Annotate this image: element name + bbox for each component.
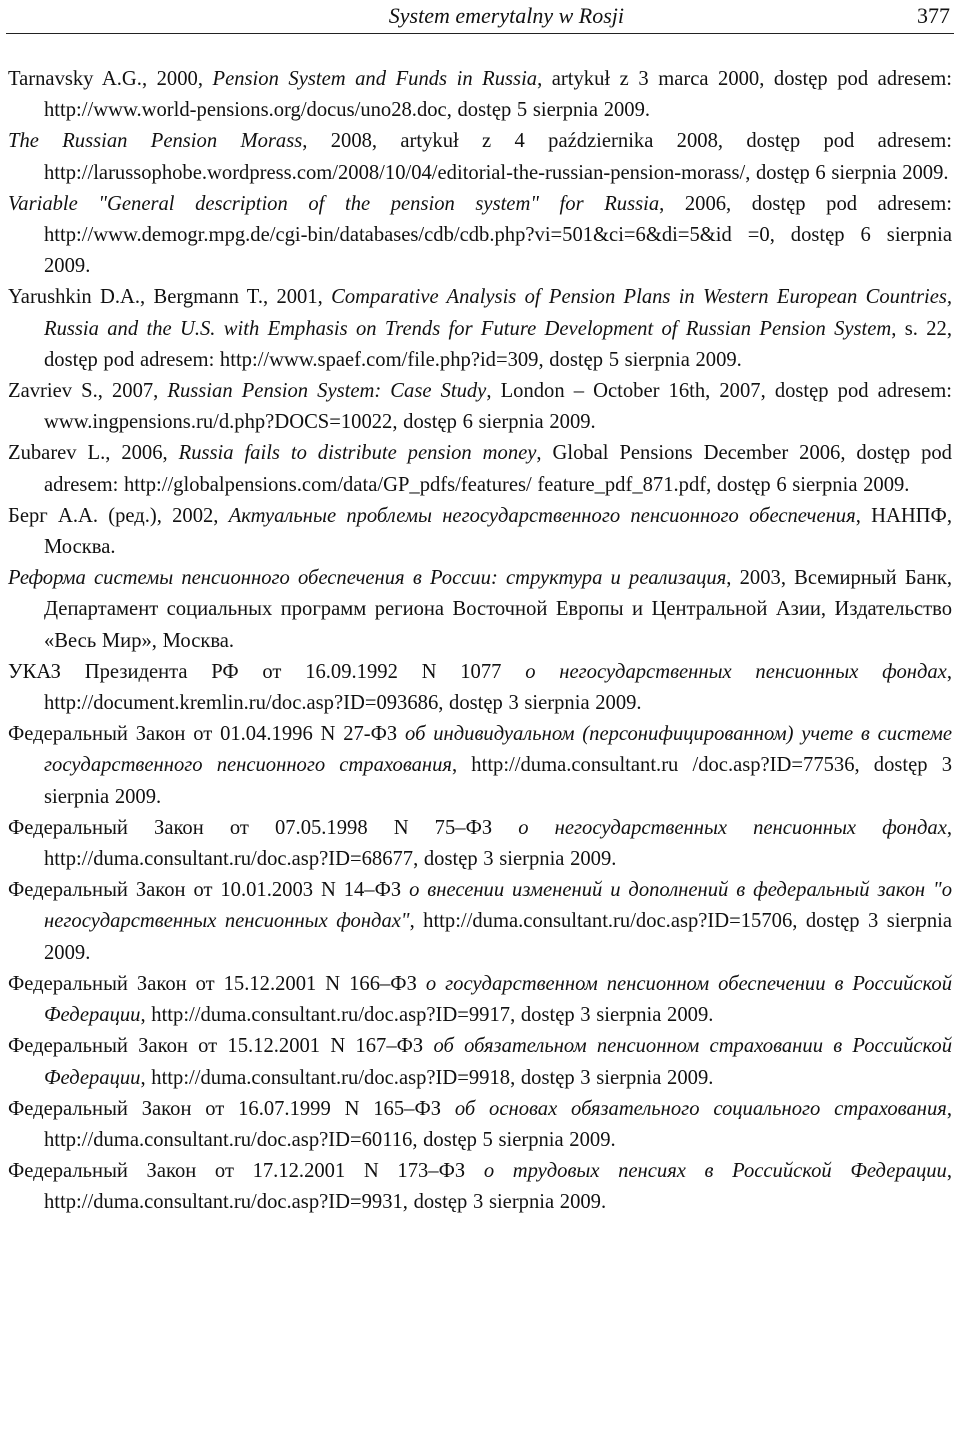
reference-details: , http://duma.consultant.ru /doc.asp?ID=77536, dostęp 3 sierpnia 2009.: [44, 754, 952, 808]
reference-year: [492, 817, 518, 839]
page-number: 377: [917, 3, 950, 28]
reference-author: Федеральный Закон от 17.12.2001 N 173–ФЗ: [8, 1160, 466, 1183]
reference-details: , 2008, artykuł z 4 października 2008, dostęp pod adresem: http://larussophobe.wordpress.com/2008/10/04/editorial-the-russian-pension-morass/, dostęp 6 sierpnia 2009.: [44, 130, 952, 184]
reference-year: [401, 879, 409, 901]
reference-title: об основах обязательного социального страхования: [454, 1097, 947, 1120]
reference-details: , http://duma.consultant.ru/doc.asp?ID=15706, dostęp 3 sierpnia 2009.: [44, 910, 952, 964]
reference-details: , artykuł z 3 marca 2000, dostęp pod adresem: http://www.world-pensions.org/docus/uno28.doc, dostęp 5 sierpnia 2009.: [44, 68, 952, 122]
reference-year: [423, 1035, 433, 1057]
reference-entry: [8, 438, 952, 500]
reference-year: [397, 723, 405, 745]
reference-details: , s. 22, dostęp pod adresem: http://www.spaef.com/file.php?id=309, dostęp 5 sierpnia 2009.: [44, 317, 952, 371]
reference-title: Russian Pension System: Case Study: [167, 380, 487, 403]
reference-author: Yarushkin D.A., Bergmann T.: [8, 286, 264, 309]
reference-details: , http://duma.consultant.ru/doc.asp?ID=9918, dostęp 3 sierpnia 2009.: [140, 1066, 714, 1089]
reference-title: о негосударственных пенсионных фондах: [518, 816, 947, 839]
reference-title: о негосударственных пенсионных фондах: [525, 660, 947, 683]
reference-author: Федеральный Закон от 16.07.1999 N 165–ФЗ: [8, 1097, 442, 1120]
reference-details: , http://duma.consultant.ru/doc.asp?ID=9931, dostęp 3 sierpnia 2009.: [44, 1160, 952, 1214]
reference-title: Variable "General description of the pension system" for Russia: [8, 192, 660, 215]
reference-entry: [8, 657, 952, 719]
reference-author: Берг А.А.: [8, 504, 98, 527]
reference-entry: [8, 813, 952, 875]
reference-title: Реформа системы пенсионного обеспечения в России: структура и реализация: [8, 567, 727, 590]
reference-year: [417, 973, 426, 995]
running-title: System emerytalny w Rosji: [388, 3, 624, 28]
reference-year: , 2001,: [263, 286, 332, 309]
reference-entry: [8, 501, 952, 563]
reference-entry: [8, 875, 952, 969]
reference-author: Федеральный Закон от 15.12.2001 N 166–ФЗ: [8, 972, 417, 995]
reference-entry: [8, 64, 952, 126]
reference-author: Федеральный Закон от 15.12.2001 N 167–ФЗ: [8, 1035, 424, 1058]
reference-entry: [8, 189, 952, 283]
reference-details: , http://duma.consultant.ru/doc.asp?ID=60116, dostęp 5 sierpnia 2009.: [44, 1097, 953, 1151]
reference-entry: [8, 969, 952, 1031]
reference-entry: [8, 126, 952, 188]
reference-author: Федеральный Закон от 07.05.1998 N 75–ФЗ: [8, 816, 493, 839]
reference-title: Актуальные проблемы негосударственного пенсионного обеспечения: [228, 504, 856, 527]
reference-details: , Global Pensions December 2006, dostęp pod adresem: http://globalpensions.com/data/GP_pdfs/features/ feature_pdf_871.pdf, dostęp 6 sierpnia 2009.: [44, 442, 952, 496]
reference-details: , НАНПФ, Москва.: [44, 504, 952, 559]
reference-year: [501, 661, 525, 683]
reference-year: , 2000,: [141, 68, 213, 90]
reference-entry: [8, 1094, 952, 1156]
reference-entry: [8, 376, 952, 438]
reference-title: о внесении изменений и дополнений в федеральный закон "о негосударственных пенсионных фондах": [44, 879, 952, 933]
reference-year: [441, 1098, 455, 1120]
reference-year: [465, 1160, 484, 1182]
reference-author: Федеральный Закон от 10.01.2003 N 14–ФЗ: [8, 879, 402, 902]
bibliography-list: [8, 64, 952, 1219]
reference-title: об индивидуальном (персонифицированном) учете в системе государственного пенсионного страхования: [44, 723, 952, 777]
reference-details: , 2003, Всемирный Банк, Департамент социальных программ региона Восточной Европы и Центральной Азии, Издательство «Весь Мир», Москва.: [44, 567, 952, 652]
reference-year: , 2007,: [97, 380, 168, 403]
reference-title: Pension System and Funds in Russia: [212, 68, 538, 90]
reference-entry: [8, 719, 952, 813]
reference-year: , 2006,: [105, 442, 179, 465]
reference-title: Russia fails to distribute pension money: [178, 442, 537, 465]
reference-entry: [8, 563, 952, 657]
reference-entry: [8, 282, 952, 376]
reference-title: Comparative Analysis of Pension Plans in Western European Countries, Russia and the U.S. with Emphasis on Trends for Future Development of Russian Pension System: [44, 286, 953, 340]
reference-author: Zavriev S.: [8, 380, 98, 403]
reference-details: , http://document.kremlin.ru/doc.asp?ID=093686, dostęp 3 sierpnia 2009.: [44, 660, 952, 715]
reference-title: о государственном пенсионном обеспечении в Российской Федерации: [44, 972, 952, 1027]
reference-details: , 2006, dostęp pod adresem: http://www.demogr.mpg.de/cgi-bin/databases/cdb/cdb.php?vi=501&ci=6&di=5&id =0, dostęp 6 sierpnia 2009.: [44, 192, 952, 278]
reference-entry: [8, 1156, 952, 1218]
reference-author: Федеральный Закон от 01.04.1996 N 27-ФЗ: [8, 723, 398, 746]
reference-author: Zubarev L.: [8, 442, 106, 465]
running-header: [0, 0, 960, 34]
reference-author: Tarnavsky A.G.: [8, 68, 142, 90]
reference-details: , http://duma.consultant.ru/doc.asp?ID=9917, dostęp 3 sierpnia 2009.: [140, 1004, 714, 1027]
reference-entry: [8, 1031, 952, 1093]
reference-details: , http://duma.consultant.ru/doc.asp?ID=68677, dostęp 3 sierpnia 2009.: [44, 816, 952, 871]
header-rule: [6, 33, 954, 34]
reference-title: The Russian Pension Morass: [8, 130, 303, 153]
reference-title: об обязательном пенсионном страховании в Российской Федерации: [44, 1035, 952, 1089]
reference-author: УКАЗ Президента РФ от 16.09.1992 N 1077: [8, 660, 502, 683]
reference-title: о трудовых пенсиях в Российской Федерации: [483, 1160, 947, 1183]
reference-year: (ред.), 2002,: [97, 504, 229, 527]
reference-details: , London – October 16th, 2007, dostęp pod adresem: www.ingpensions.ru/d.php?DOCS=10022, dostęp 6 sierpnia 2009.: [44, 380, 952, 434]
